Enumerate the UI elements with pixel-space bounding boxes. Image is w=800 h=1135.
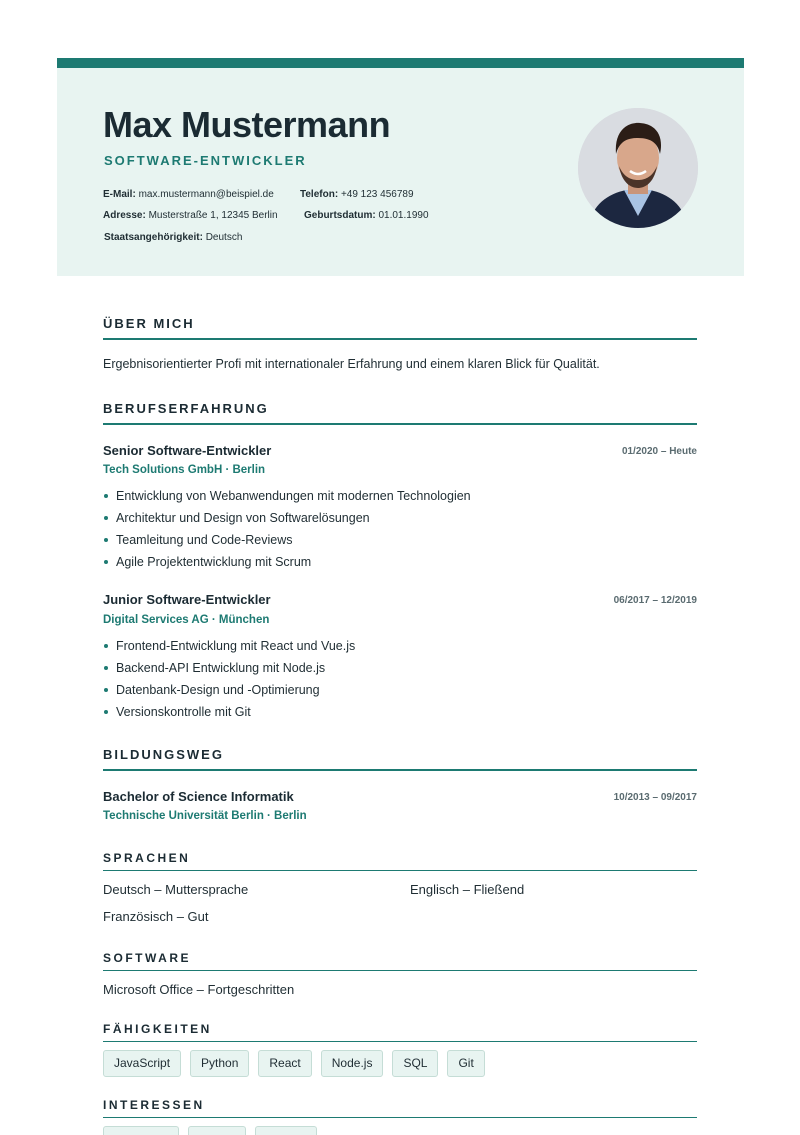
profile-photo [578, 108, 698, 228]
list-item: Datenbank-Design und -Optimierung [103, 679, 355, 701]
skill-tag: JavaScript [103, 1050, 181, 1077]
email-label: E-Mail: [103, 189, 136, 200]
skill-tag: Git [447, 1050, 484, 1077]
birthdate-label: Geburtsdatum: [304, 210, 376, 221]
skill-tag: Python [190, 1050, 249, 1077]
list-item: Entwicklung von Webanwendungen mit modernen Technologien [103, 485, 471, 507]
language-item: Französisch – Gut [103, 909, 209, 924]
phone-value: +49 123 456789 [340, 189, 414, 200]
education-date: 10/2013 – 09/2017 [613, 792, 697, 803]
phone-label: Telefon: [300, 189, 339, 200]
cv-header [57, 68, 744, 276]
section-heading-interests: INTERESSEN [103, 1098, 697, 1118]
job-title-1: Senior Software-Entwickler [103, 443, 272, 458]
skill-tag: React [258, 1050, 311, 1077]
list-item: Backend-API Entwicklung mit Node.js [103, 657, 355, 679]
job-title: SOFTWARE-ENTWICKLER [104, 153, 307, 168]
address-label: Adresse: [103, 210, 146, 221]
education-school: Technische Universität Berlin · Berlin [103, 810, 307, 822]
skill-tag: SQL [392, 1050, 438, 1077]
person-name: Max Mustermann [103, 104, 391, 145]
section-heading-software: SOFTWARE [103, 951, 697, 971]
nationality-label: Staatsangehörigkeit: [104, 232, 203, 243]
job-company-2: Digital Services AG · München [103, 614, 270, 626]
software-item: Microsoft Office – Fortgeschritten [103, 982, 295, 997]
section-heading-about: ÜBER MICH [103, 316, 697, 340]
job-title-2: Junior Software-Entwickler [103, 592, 271, 607]
about-text: Ergebnisorientierter Profi mit internationaler Erfahrung und einem klaren Blick für Qualität. [103, 357, 600, 371]
birthdate-info [304, 209, 429, 223]
section-heading-experience: BERUFSERFAHRUNG [103, 401, 697, 425]
header-accent-bar [57, 58, 744, 68]
skills-tags [103, 1050, 485, 1077]
skill-tag: Node.js [321, 1050, 384, 1077]
job-date-2: 06/2017 – 12/2019 [613, 595, 697, 606]
nationality-info [104, 231, 242, 245]
phone-info [300, 188, 414, 202]
job-bullets-2 [103, 635, 355, 723]
list-item: Architektur und Design von Softwarelösungen [103, 507, 471, 529]
section-heading-education: BILDUNGSWEG [103, 747, 697, 771]
email-value: max.mustermann@beispiel.de [138, 189, 274, 200]
nationality-value: Deutsch [205, 232, 243, 243]
address-info [103, 209, 278, 223]
job-company-1: Tech Solutions GmbH · Berlin [103, 464, 266, 476]
job-date-1: 01/2020 – Heute [621, 446, 697, 457]
list-item: Teamleitung und Code-Reviews [103, 529, 471, 551]
section-heading-skills: FÄHIGKEITEN [103, 1022, 697, 1042]
section-heading-languages: SPRACHEN [103, 851, 697, 871]
address-value: Musterstraße 1, 12345 Berlin [148, 210, 278, 221]
degree-title: Bachelor of Science Informatik [103, 789, 294, 804]
list-item: Agile Projektentwicklung mit Scrum [103, 551, 471, 573]
email-info [103, 188, 274, 202]
language-item: Deutsch – Muttersprache [103, 882, 249, 897]
job-bullets-1 [103, 485, 471, 573]
list-item: Versionskontrolle mit Git [103, 701, 355, 723]
birthdate-value: 01.01.1990 [378, 210, 429, 221]
list-item: Frontend-Entwicklung mit React und Vue.js [103, 635, 355, 657]
language-item: Englisch – Fließend [410, 882, 525, 897]
